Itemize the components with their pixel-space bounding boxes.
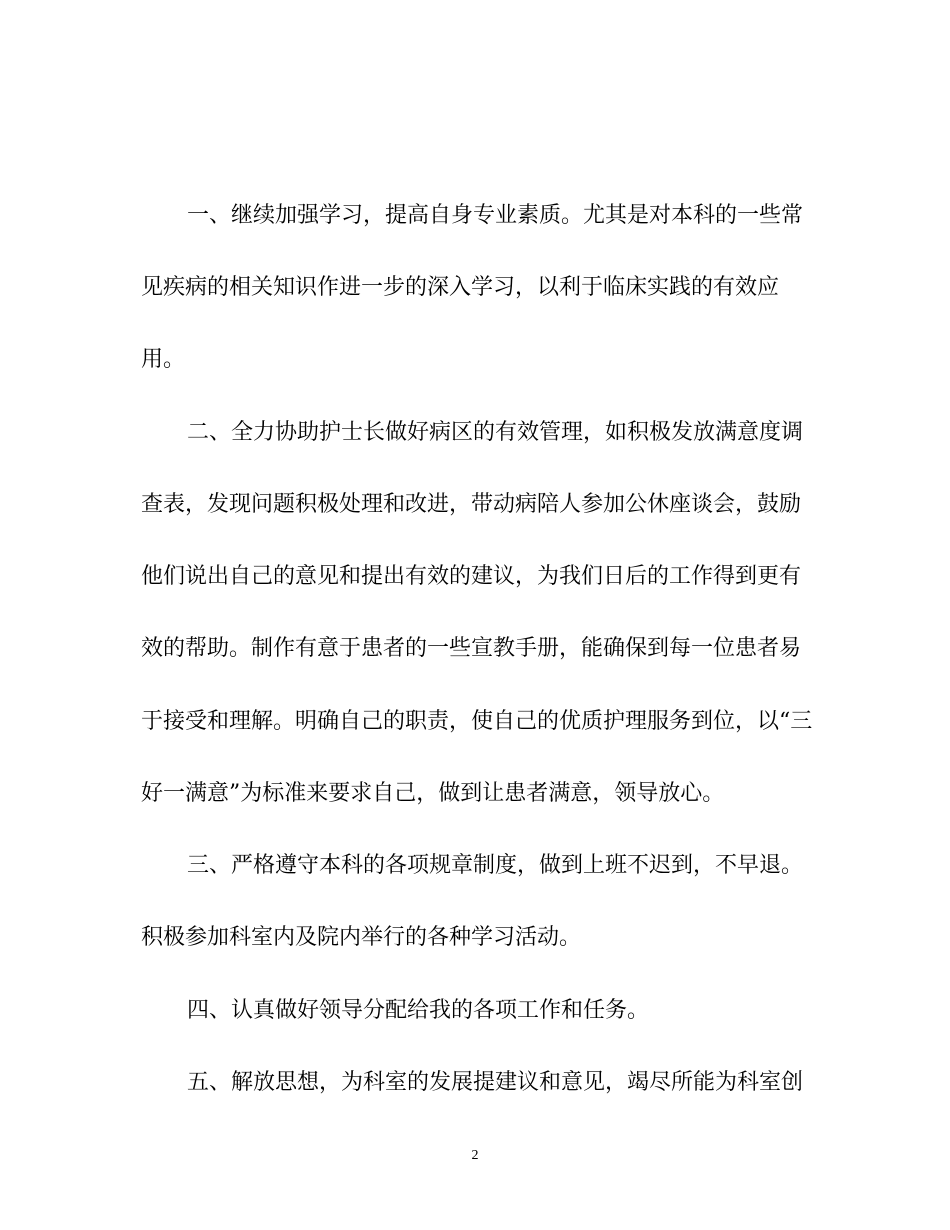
paragraph-4-line-1: 四、认真做好领导分配给我的各项工作和任务。 xyxy=(187,998,650,1023)
paragraph-1-line-2: 见疾病的相关知识作进一步的深入学习，以利于临床实践的有效应 xyxy=(141,275,780,300)
paragraph-2-line-3: 他们说出自己的意见和提出有效的建议，为我们日后的工作得到更有 xyxy=(141,564,802,589)
paragraph-2-line-4: 效的帮助。制作有意于患者的一些宣教手册，能确保到每一位患者易 xyxy=(141,636,802,661)
paragraph-2-line-5: 于接受和理解。明确自己的职责，使自己的优质护理服务到位，以“三 xyxy=(141,709,813,734)
paragraph-1-line-3: 用。 xyxy=(141,347,186,372)
paragraph-2-line-1: 二、全力协助护士长做好病区的有效管理，如积极发放满意度调 xyxy=(187,420,804,445)
paragraph-3-line-2: 积极参加科室内及院内举行的各种学习活动。 xyxy=(141,925,582,950)
paragraph-5-line-1: 五、解放思想，为科室的发展提建议和意见，竭尽所能为科室创 xyxy=(187,1070,804,1095)
paragraph-1-line-1: 一、继续加强学习，提高自身专业素质。尤其是对本科的一些常 xyxy=(187,203,804,228)
paragraph-2-line-6: 好一满意”为标准来要求自己，做到让患者满意，领导放心。 xyxy=(141,781,725,806)
paragraph-3-line-1: 三、严格遵守本科的各项规章制度，做到上班不迟到，不早退。 xyxy=(187,853,804,878)
paragraph-2-line-2: 查表，发现问题积极处理和改进，带动病陪人参加公休座谈会，鼓励 xyxy=(141,492,802,517)
page-number: 2 xyxy=(471,1148,479,1163)
